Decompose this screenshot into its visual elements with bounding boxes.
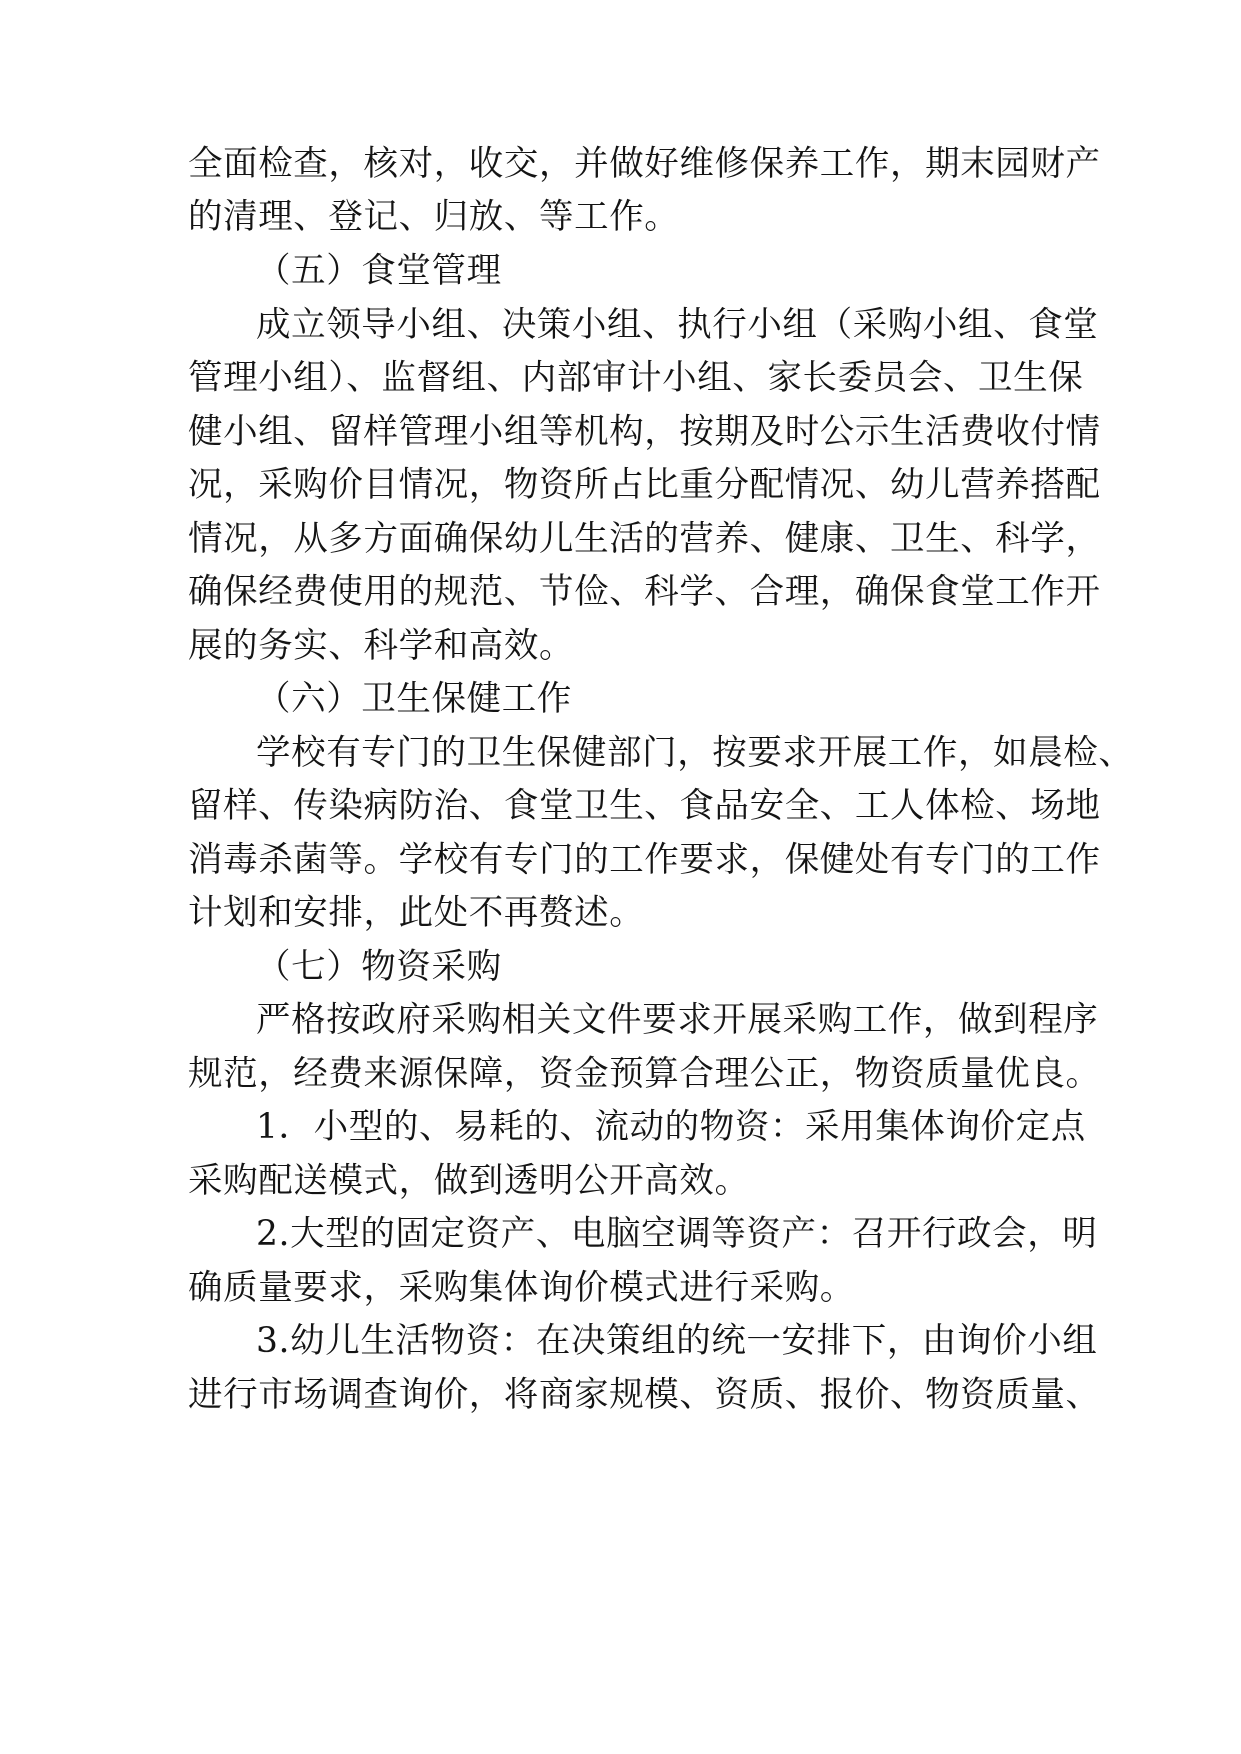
list-item-line: 1．小型的、易耗的、流动的物资：采用集体询价定点: [256, 1107, 1086, 1147]
body-line: 健小组、留样管理小组等机构，按期及时公示生活费收付情: [188, 412, 1101, 452]
body-line: 留样、传染病防治、食堂卫生、食品安全、工人体检、场地: [188, 786, 1101, 826]
section-heading: （六）卫生保健工作: [256, 679, 572, 719]
body-line: 展的务实、科学和高效。: [188, 626, 575, 666]
body-line: 严格按政府采购相关文件要求开展采购工作，做到程序: [256, 1000, 1099, 1040]
body-line: 学校有专门的卫生保健部门，按要求开展工作，如晨检、: [256, 733, 1134, 773]
body-line: 管理小组）、监督组、内部审计小组、家长委员会、卫生保: [188, 358, 1084, 398]
body-line: 全面检查，核对，收交，并做好维修保养工作，期末园财产: [188, 144, 1101, 184]
body-line: 规范，经费来源保障，资金预算合理公正，物资质量优良。: [188, 1054, 1101, 1094]
body-line: 情况，从多方面确保幼儿生活的营养、健康、卫生、科学，: [188, 519, 1101, 559]
list-item-line: 进行市场调查询价，将商家规模、资质、报价、物资质量、: [188, 1375, 1101, 1415]
list-item-line: 3.幼儿生活物资：在决策组的统一安排下，由询价小组: [256, 1321, 1098, 1361]
body-line: 况，采购价目情况，物资所占比重分配情况、幼儿营养搭配: [188, 465, 1101, 505]
list-item-line: 2.大型的固定资产、电脑空调等资产：召开行政会，明: [256, 1214, 1098, 1254]
body-line: 成立领导小组、决策小组、执行小组（采购小组、食堂: [256, 305, 1099, 345]
list-item-line: 确质量要求，采购集体询价模式进行采购。: [188, 1268, 855, 1308]
body-line: 的清理、登记、归放、等工作。: [188, 197, 680, 237]
body-line: 消毒杀菌等。学校有专门的工作要求，保健处有专门的工作: [188, 840, 1101, 880]
section-heading: （七）物资采购: [256, 947, 502, 987]
body-line: 计划和安排，此处不再赘述。: [188, 893, 645, 933]
section-heading: （五）食堂管理: [256, 251, 502, 291]
list-item-line: 采购配送模式，做到透明公开高效。: [188, 1161, 750, 1201]
body-line: 确保经费使用的规范、节俭、科学、合理，确保食堂工作开: [188, 572, 1101, 612]
